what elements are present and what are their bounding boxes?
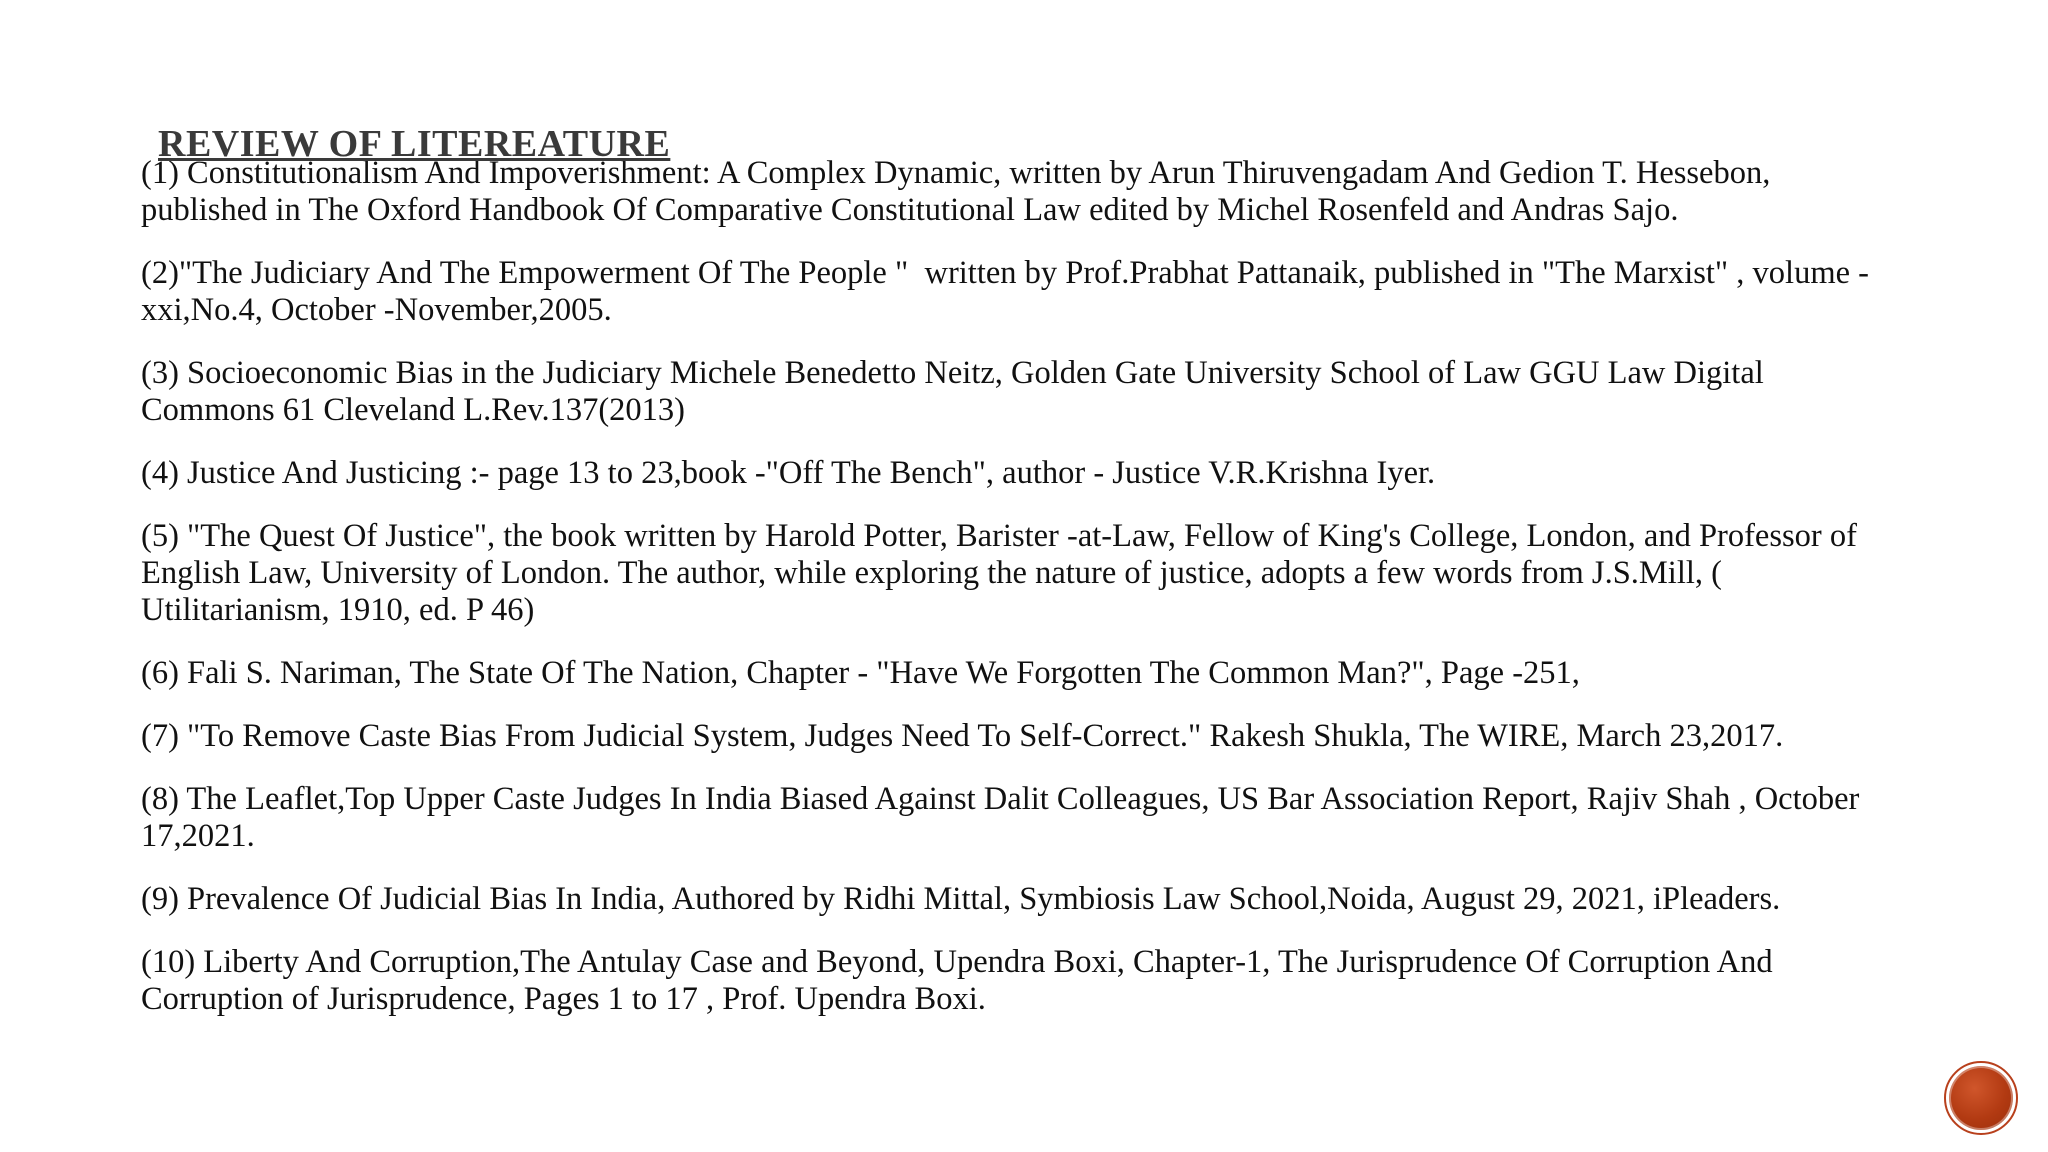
orange-circle-badge-icon <box>1944 1061 2018 1135</box>
slide-title: REVIEW OF LITEREATURE <box>158 123 671 165</box>
reference-item-6: (6) Fali S. Nariman, The State Of The Nation, Chapter - "Have We Forgotten The Common Man?", Page -251, <box>141 655 1580 691</box>
reference-item-8: (8) The Leaflet,Top Upper Caste Judges In India Biased Against Dalit Colleagues, US Bar Association Report, Rajiv Shah , October 17,2021. <box>141 781 1868 854</box>
reference-item-5: (5) "The Quest Of Justice", the book written by Harold Potter, Barister -at-Law, Fellow of King's College, London, and Professor of English Law, University of London. The author, while exploring the nature of justice, adopts a few words from J.S.Mill, ( Utilitarianism, 1910, ed. P 46) <box>141 518 1866 628</box>
badge-inner-circle <box>1949 1066 2013 1130</box>
reference-item-3: (3) Socioeconomic Bias in the Judiciary Michele Benedetto Neitz, Golden Gate University School of Law GGU Law Digital Commons 61 Cleveland L.Rev.137(2013) <box>141 355 1772 428</box>
reference-item-9: (9) Prevalence Of Judicial Bias In India, Authored by Ridhi Mittal, Symbiosis Law School,Noida, August 29, 2021, iPleaders. <box>141 881 1781 917</box>
reference-item-2: (2)"The Judiciary And The Empowerment Of The People " written by Prof.Prabhat Pattanaik, published in "The Marxist" , volume -xxi,No.4, October -November,2005. <box>141 255 1869 328</box>
reference-item-10: (10) Liberty And Corruption,The Antulay Case and Beyond, Upendra Boxi, Chapter-1, The Jurisprudence Of Corruption And Corruption of Jurisprudence, Pages 1 to 17 , Prof. Upendra Boxi. <box>141 944 1781 1017</box>
reference-item-1: (1) Constitutionalism And Impoverishment: A Complex Dynamic, written by Arun Thiruvengadam And Gedion T. Hessebon, published in The Oxford Handbook Of Comparative Constitutional Law edited by Michel Rosenfeld and Andras Sajo. <box>141 155 1779 228</box>
reference-list <box>141 155 1901 1044</box>
reference-item-4: (4) Justice And Justicing :- page 13 to 23,book -"Off The Bench", author - Justice V.R.Krishna Iyer. <box>141 455 1436 491</box>
reference-item-7: (7) "To Remove Caste Bias From Judicial System, Judges Need To Self-Correct." Rakesh Shukla, The WIRE, March 23,2017. <box>141 718 1784 754</box>
